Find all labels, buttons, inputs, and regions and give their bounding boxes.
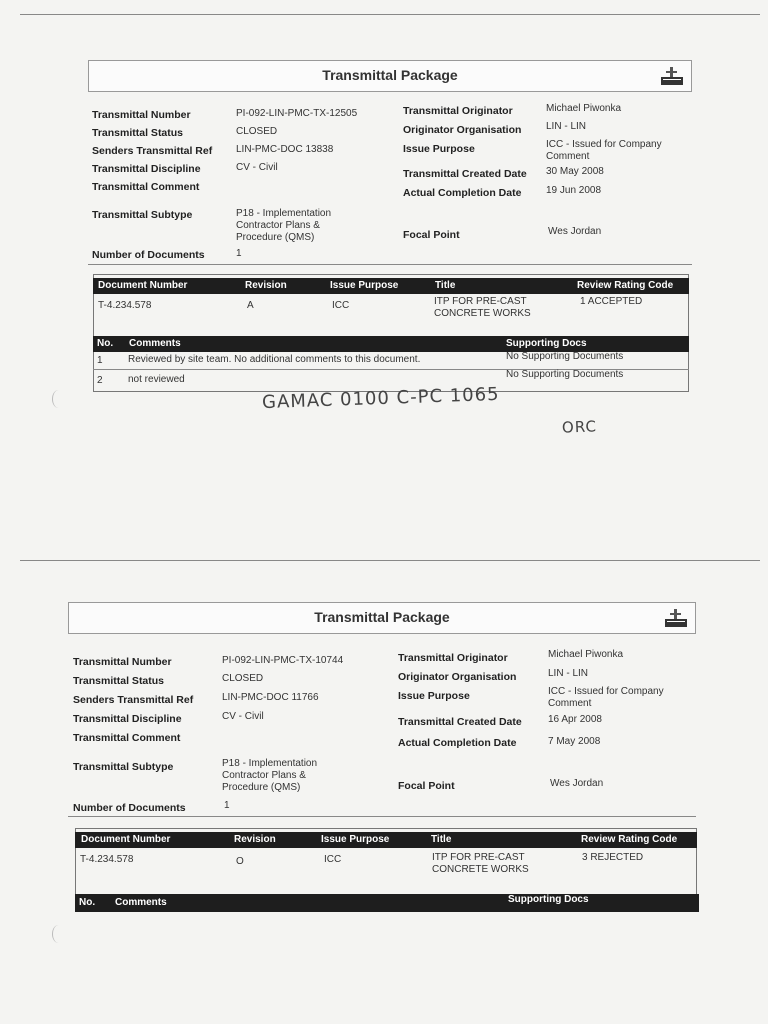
cell-issue-purpose: ICC <box>324 854 342 865</box>
col-title: Title <box>435 280 456 291</box>
nexus-logo-icon <box>663 607 689 629</box>
col-revision: Revision <box>245 280 287 291</box>
label-transmittal-comment: Transmittal Comment <box>92 181 200 193</box>
value-focal-point: Wes Jordan <box>548 226 602 237</box>
value-originator-organisation: LIN - LIN <box>546 121 587 132</box>
label-focal-point: Focal Point <box>403 229 460 241</box>
value-number-of-documents: 1 <box>236 248 242 259</box>
col-title: Title <box>431 834 452 845</box>
value-created-date: 30 May 2008 <box>546 166 604 177</box>
label-created-date: Transmittal Created Date <box>398 716 522 728</box>
label-transmittal-subtype: Transmittal Subtype <box>73 761 174 773</box>
cell-comment-text: not reviewed <box>128 374 185 385</box>
value-senders-ref: LIN-PMC-DOC 13838 <box>236 144 334 155</box>
cell-comment-text: Reviewed by site team. No additional comments to this document. <box>128 354 421 365</box>
value-issue-purpose: ICC - Issued for Company Comment <box>548 686 664 709</box>
value-transmittal-number: PI-092-LIN-PMC-TX-12505 <box>236 108 358 119</box>
label-originator-organisation: Originator Organisation <box>403 124 522 136</box>
sheet-title: Transmittal Package <box>322 67 458 83</box>
value-issue-purpose: ICC - Issued for Company Comment <box>546 139 662 162</box>
label-transmittal-subtype: Transmittal Subtype <box>92 209 193 221</box>
sheet-title: Transmittal Package <box>314 609 450 625</box>
value-transmittal-status: CLOSED <box>222 673 264 684</box>
scan-smudge <box>52 925 65 943</box>
col-document-number: Document Number <box>81 834 171 845</box>
label-transmittal-originator: Transmittal Originator <box>398 652 508 664</box>
col-comments: Comments <box>129 338 181 349</box>
label-transmittal-status: Transmittal Status <box>73 675 165 687</box>
col-issue-purpose: Issue Purpose <box>321 834 390 845</box>
cell-title: ITP FOR PRE-CAST CONCRETE WORKS <box>434 296 531 319</box>
col-issue-purpose: Issue Purpose <box>330 280 399 291</box>
label-transmittal-status: Transmittal Status <box>92 127 184 139</box>
col-document-number: Document Number <box>98 280 188 291</box>
divider <box>68 816 696 817</box>
handwritten-initials: ORC <box>561 417 598 437</box>
col-review-rating: Review Rating Code <box>577 280 674 291</box>
cell-comment-no: 1 <box>97 355 103 366</box>
value-transmittal-status: CLOSED <box>236 126 278 137</box>
value-focal-point: Wes Jordan <box>550 778 604 789</box>
col-no: No. <box>97 338 114 349</box>
nexus-logo-icon <box>659 65 685 87</box>
label-created-date: Transmittal Created Date <box>403 168 527 180</box>
label-transmittal-discipline: Transmittal Discipline <box>92 163 201 175</box>
sheet-title-bar <box>68 602 696 634</box>
scan-smudge <box>52 390 65 408</box>
label-completion-date: Actual Completion Date <box>398 737 517 749</box>
col-no: No. <box>79 897 96 908</box>
label-issue-purpose: Issue Purpose <box>403 143 475 155</box>
value-transmittal-discipline: CV - Civil <box>222 711 264 722</box>
label-transmittal-originator: Transmittal Originator <box>403 105 513 117</box>
comments-table-header <box>93 336 689 352</box>
label-transmittal-discipline: Transmittal Discipline <box>73 713 182 725</box>
scan-edge-middle <box>20 560 760 561</box>
value-transmittal-number: PI-092-LIN-PMC-TX-10744 <box>222 655 344 666</box>
col-supporting-docs: Supporting Docs <box>506 338 587 349</box>
value-completion-date: 19 Jun 2008 <box>546 185 602 196</box>
value-completion-date: 7 May 2008 <box>548 736 601 747</box>
cell-review-rating: 1 ACCEPTED <box>580 296 643 307</box>
divider <box>88 264 692 265</box>
value-transmittal-originator: Michael Piwonka <box>548 649 624 660</box>
sheet-title-bar <box>88 60 692 92</box>
label-completion-date: Actual Completion Date <box>403 187 522 199</box>
col-revision: Revision <box>234 834 276 845</box>
label-focal-point: Focal Point <box>398 780 455 792</box>
col-supporting-docs: Supporting Docs <box>508 894 589 905</box>
label-transmittal-number: Transmittal Number <box>73 656 172 668</box>
label-issue-purpose: Issue Purpose <box>398 690 470 702</box>
value-created-date: 16 Apr 2008 <box>548 714 602 725</box>
value-senders-ref: LIN-PMC-DOC 11766 <box>222 692 319 703</box>
cell-supporting-docs: No Supporting Documents <box>506 369 624 380</box>
cell-review-rating: 3 REJECTED <box>582 852 644 863</box>
value-transmittal-originator: Michael Piwonka <box>546 103 622 114</box>
cell-title: ITP FOR PRE-CAST CONCRETE WORKS <box>432 852 529 875</box>
value-originator-organisation: LIN - LIN <box>548 668 589 679</box>
cell-comment-no: 2 <box>97 375 103 386</box>
value-transmittal-discipline: CV - Civil <box>236 162 278 173</box>
label-originator-organisation: Originator Organisation <box>398 671 517 683</box>
scan-edge-top <box>20 14 760 15</box>
col-comments: Comments <box>115 897 167 908</box>
label-number-of-documents: Number of Documents <box>73 802 186 814</box>
label-senders-ref: Senders Transmittal Ref <box>92 145 213 157</box>
cell-issue-purpose: ICC <box>332 300 350 311</box>
handwritten-reference: GAMAC 0100 C-PC 1065 <box>261 383 500 414</box>
value-transmittal-subtype: P18 - Implementation Contractor Plans & Procedure (QMS) <box>222 758 318 793</box>
col-review-rating: Review Rating Code <box>581 834 678 845</box>
cell-document-number: T-4.234.578 <box>98 300 152 311</box>
cell-supporting-docs: No Supporting Documents <box>506 351 624 362</box>
label-transmittal-comment: Transmittal Comment <box>73 732 181 744</box>
label-transmittal-number: Transmittal Number <box>92 109 191 121</box>
label-senders-ref: Senders Transmittal Ref <box>73 694 194 706</box>
label-number-of-documents: Number of Documents <box>92 249 205 261</box>
document-table-header <box>93 278 689 294</box>
cell-document-number: T-4.234.578 <box>80 854 134 865</box>
value-transmittal-subtype: P18 - Implementation Contractor Plans & Procedure (QMS) <box>236 208 332 243</box>
cell-revision: A <box>247 300 254 311</box>
document-table-header <box>75 832 697 848</box>
cell-revision: O <box>236 856 244 867</box>
comments-table-header <box>75 894 699 912</box>
value-number-of-documents: 1 <box>224 800 230 811</box>
